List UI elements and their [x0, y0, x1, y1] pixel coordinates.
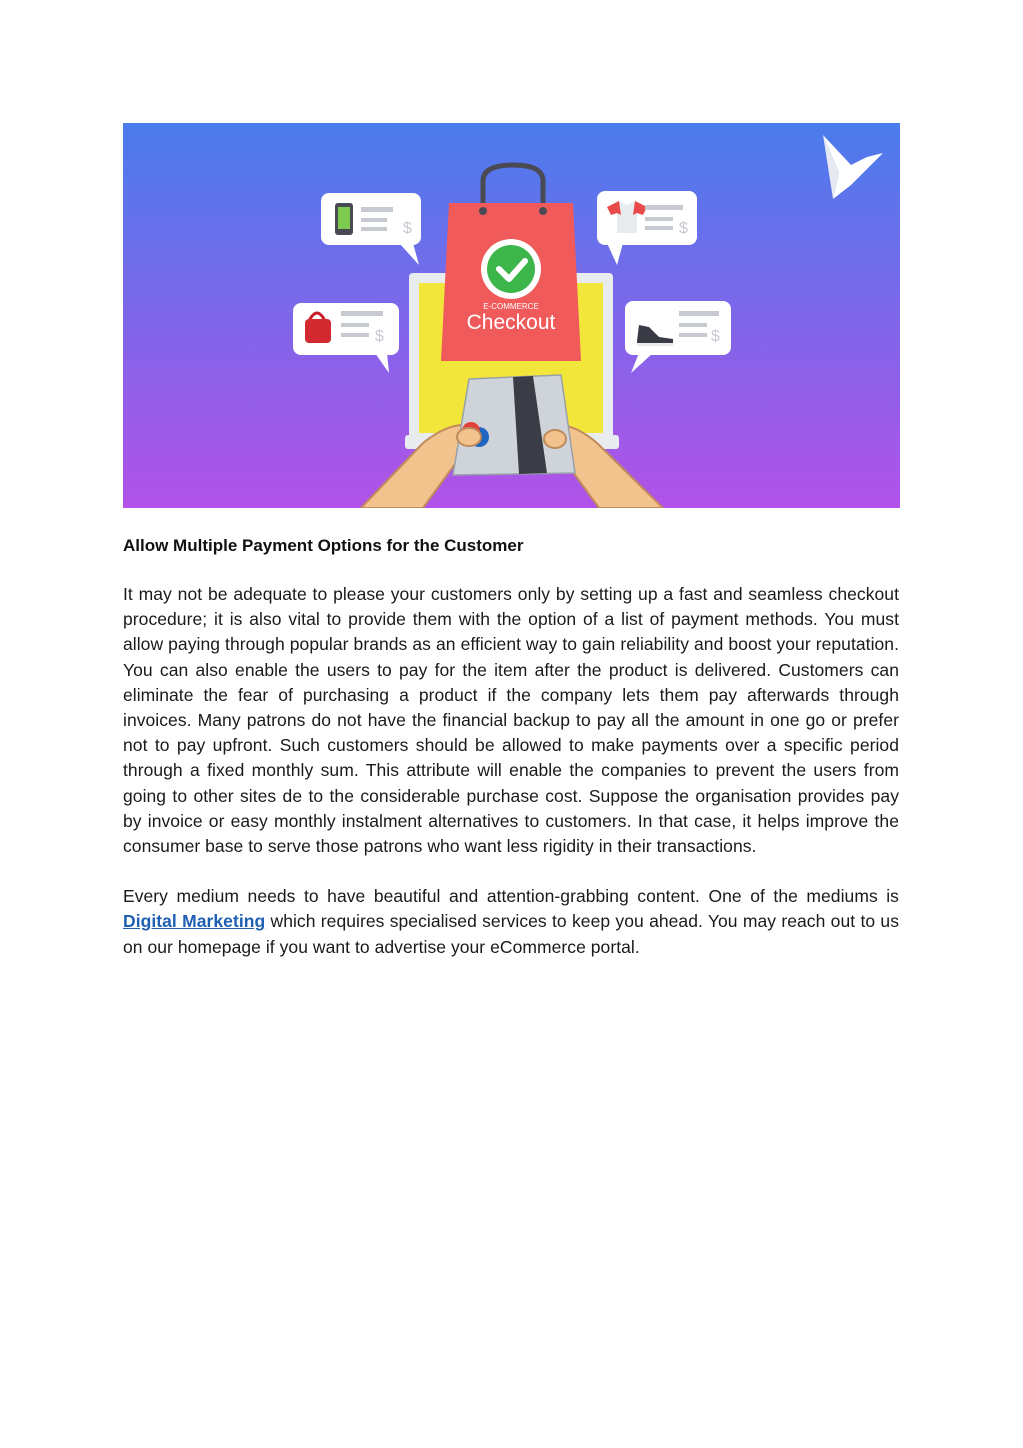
price-symbol: $ [679, 220, 688, 237]
price-symbol: $ [403, 220, 412, 237]
check-circle-icon [481, 239, 541, 299]
digital-marketing-link[interactable]: Digital Marketing [123, 911, 266, 932]
price-symbol: $ [711, 328, 720, 345]
badge-small-text: E-COMMERCE [483, 302, 539, 311]
paragraph-digital-marketing [123, 884, 899, 960]
badge-checkout-text: Checkout [466, 311, 556, 334]
price-symbol: $ [375, 328, 384, 345]
hero-image [123, 123, 900, 508]
article [123, 532, 899, 960]
section-heading: Allow Multiple Payment Options for the Customer [123, 536, 524, 555]
credit-card-icon [453, 375, 575, 475]
paragraph-text-after: which requires specialised services to keep you ahead. You may reach out to us on our homepage if you want to advertise your eCommerce portal. [123, 911, 900, 957]
paragraph-text-before: Every medium needs to have beautiful and attention-grabbing content. One of the mediums is [123, 886, 899, 907]
paragraph-payment-options: It may not be adequate to please your customers only by setting up a fast and seamless checkout procedure; it is also vital to provide them with the option of a list of payment methods. You must allow paying through popular brands as an efficient way to gain reliability and boost your reputation. You can also enable the users to pay for the item after the product is delivered. Customers can eliminate the fear of purchasing a product if the company lets them pay afterwards through invoices. Many patrons do not have the financial backup to pay all the amount in one go or prefer not to pay upfront. Such customers should be allowed to make payments over a specific period through a fixed monthly sum. This attribute will enable the companies to prevent the users from going to other sites de to the considerable purchase cost. Suppose the organisation provides pay by invoice or easy monthly instalment alternatives to customers. In that case, it helps improve the consumer base to serve those patrons who want less rigidity in their transactions. [123, 584, 899, 857]
